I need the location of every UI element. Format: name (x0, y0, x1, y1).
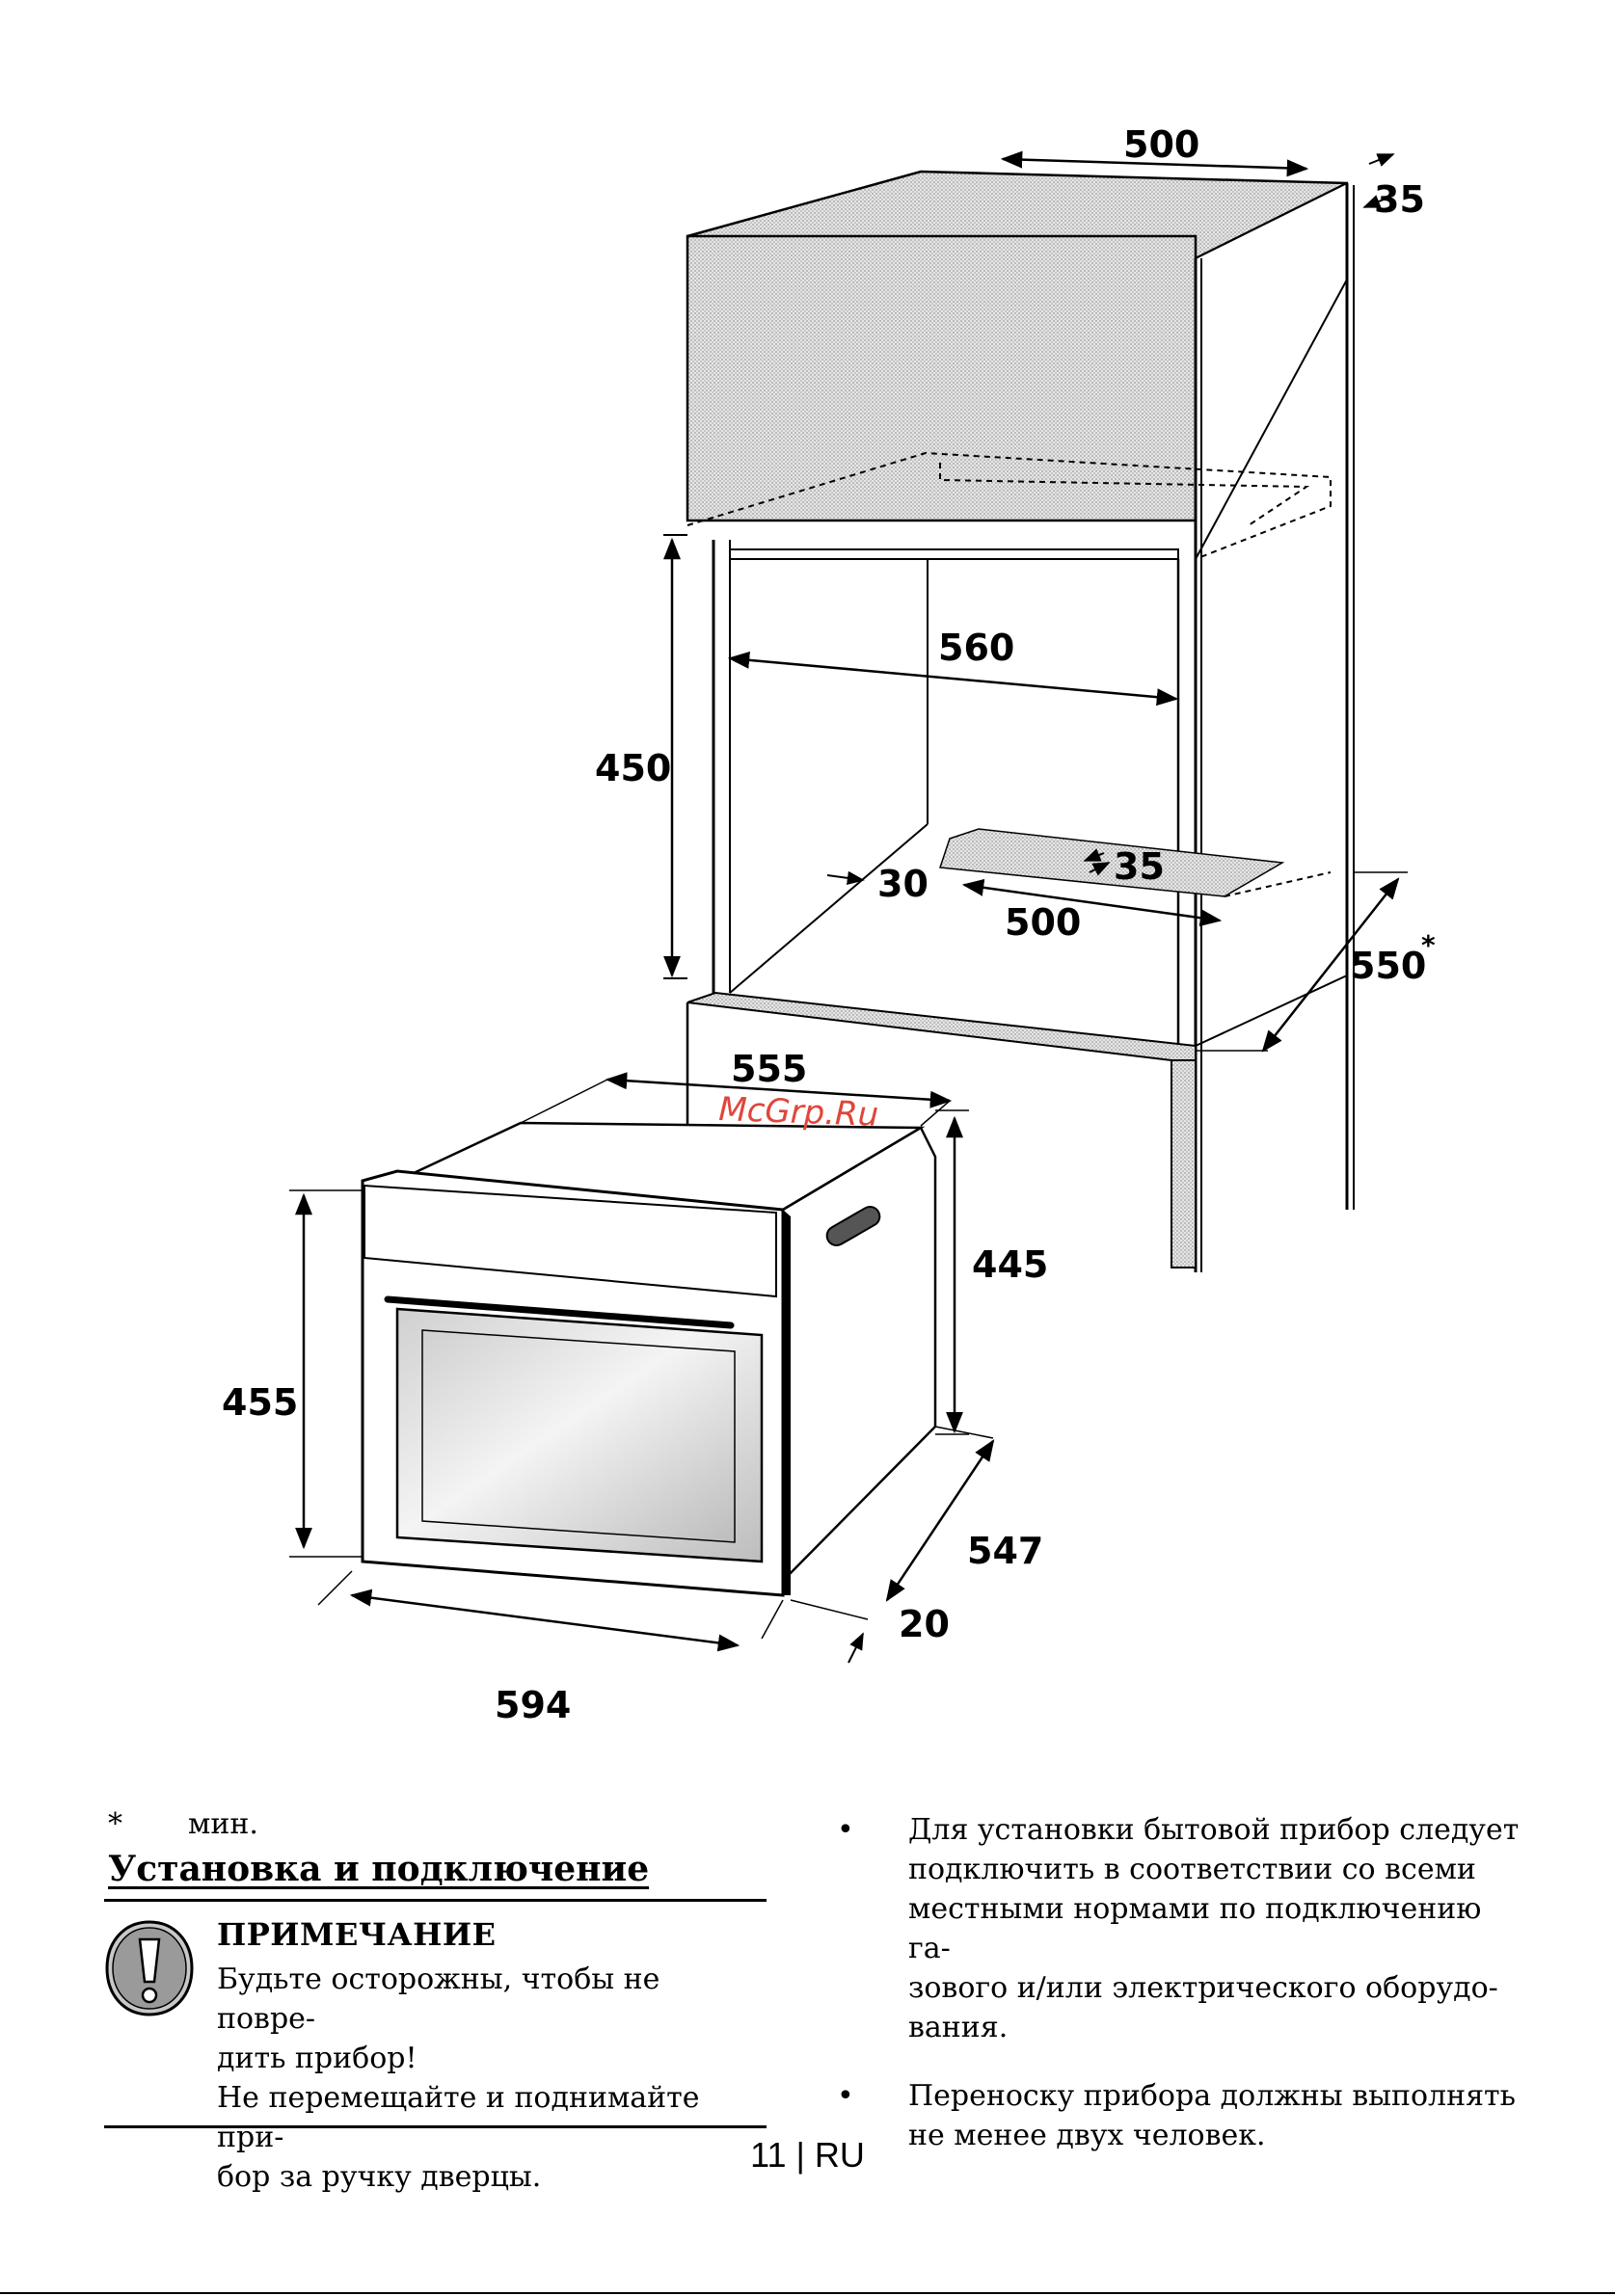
note-line: бор за ручку дверцы. (217, 2160, 542, 2194)
dim-oven-front-width: 594 (495, 1684, 572, 1726)
bullet-line: не менее двух человек. (908, 2119, 1266, 2152)
bullet-list (829, 1810, 1523, 2184)
dim-niche-height: 450 (595, 747, 672, 789)
dim-niche-width: 560 (938, 627, 1015, 669)
note-line: Будьте осторожны, чтобы не повре- (217, 1962, 660, 2036)
dim-oven-body-width: 555 (731, 1048, 808, 1090)
bullet-line: Для установки бытовой прибор следует (908, 1813, 1520, 1847)
dim-cabinet-top-offset: 35 (1374, 178, 1425, 221)
bottom-rule (0, 2292, 1615, 2294)
bullet-mark: • (837, 1813, 854, 1847)
bullet-line: зового и/или электрического оборудо- (908, 1971, 1498, 2005)
list-item (829, 1810, 1523, 2047)
oven (363, 1123, 935, 1595)
dim-oven-front-height: 455 (222, 1381, 299, 1424)
dim-oven-front-thickness: 20 (899, 1603, 950, 1645)
note-line: дить прибор! (217, 2042, 417, 2075)
dim-cabinet-top-depth: 500 (1123, 123, 1200, 166)
bullet-line: Переноску прибора должны выполнять (908, 2079, 1516, 2113)
bullet-line: местными нормами по подключению га- (908, 1892, 1482, 1965)
dim-oven-body-height: 445 (972, 1243, 1049, 1286)
dim-niche-front-offset: 30 (877, 863, 929, 905)
section-title: Установка и подключение (108, 1849, 650, 1889)
footnote-text: мин. (188, 1807, 258, 1841)
note-rule (104, 2125, 767, 2128)
bullet-line: подключить в соответствии со всеми (908, 1853, 1476, 1886)
dim-niche-floor-depth: 500 (1005, 901, 1082, 944)
dim-niche-floor-offset: 35 (1114, 845, 1165, 888)
exclamation-icon (103, 1918, 196, 2018)
note-line: Не перемещайте и поднимайте при- (217, 2081, 700, 2154)
dim-niche-depth-mark: * (1421, 929, 1436, 961)
dim-niche-depth: 550 (1350, 945, 1427, 987)
watermark: McGrp.Ru (717, 1090, 879, 1135)
bullet-mark: • (837, 2079, 854, 2113)
heading-rule (104, 1899, 767, 1902)
bullet-line: вания. (908, 2011, 1009, 2044)
note-title: ПРИМЕЧАНИЕ (217, 1916, 497, 1953)
page-number: 11 | RU (750, 2135, 865, 2175)
dim-oven-depth: 547 (967, 1530, 1044, 1572)
footnote-star: * (108, 1807, 122, 1841)
